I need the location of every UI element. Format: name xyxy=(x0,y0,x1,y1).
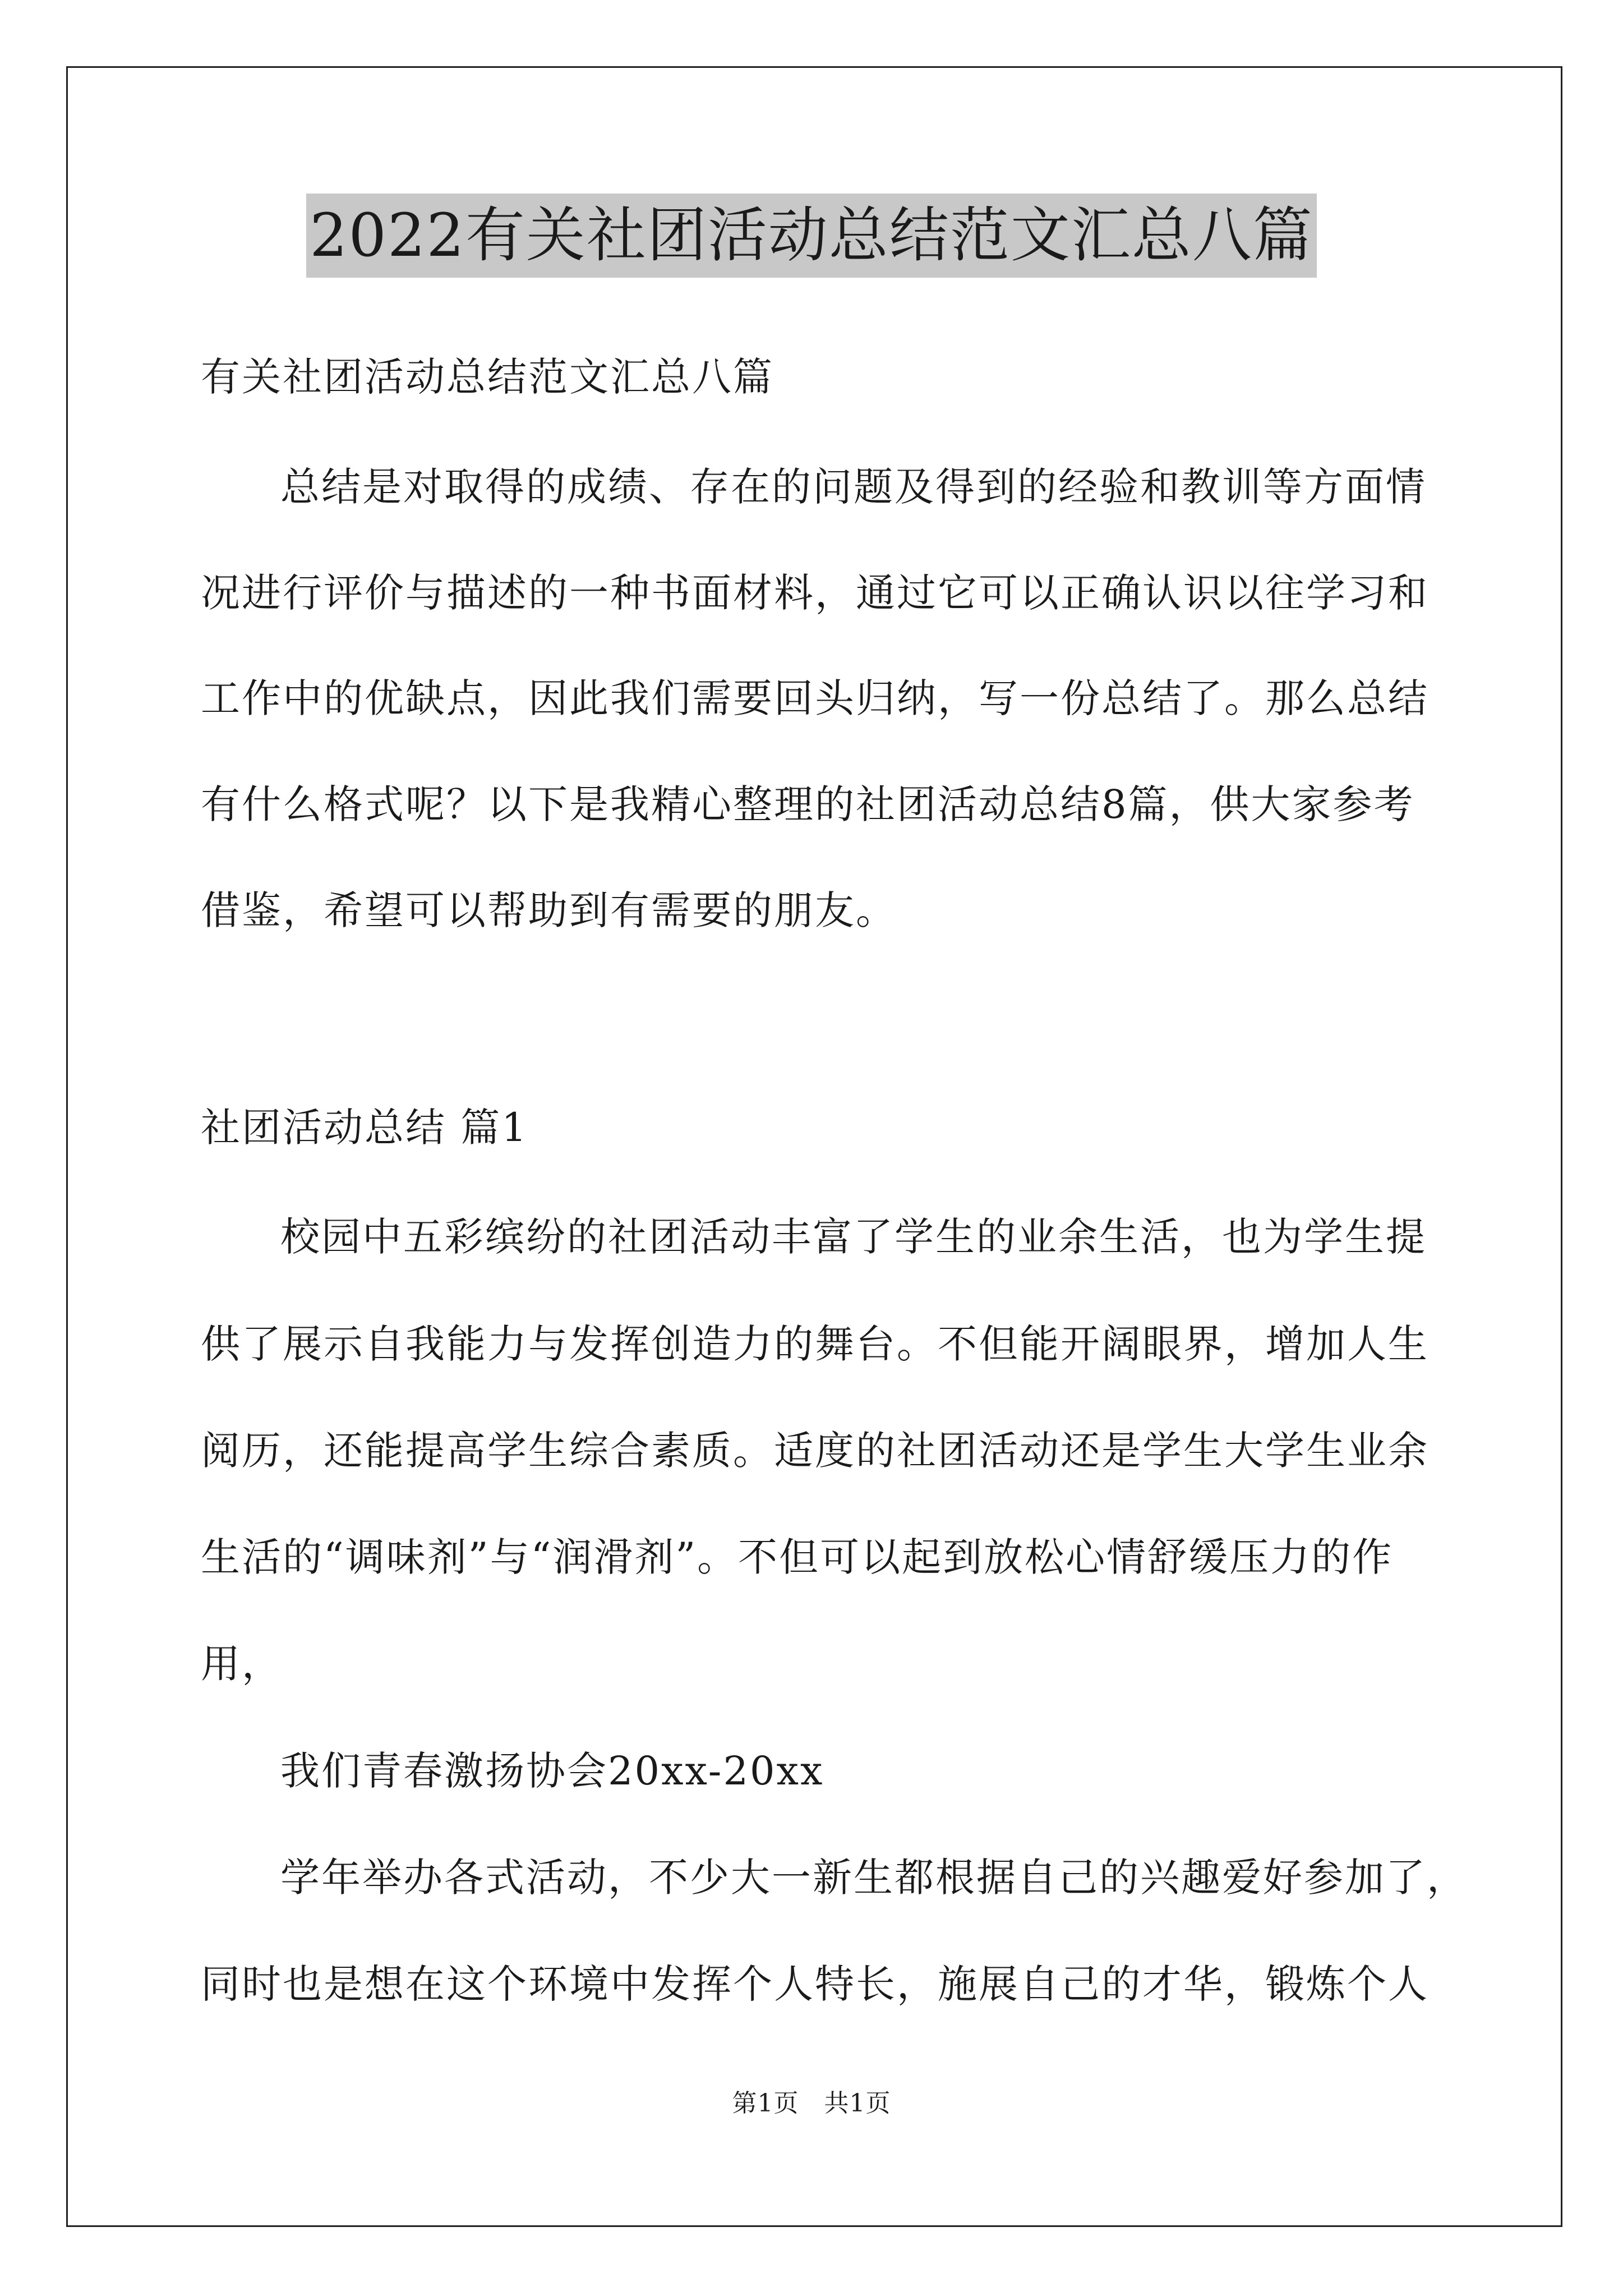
closing-line-2: 同时也是想在这个环境中发挥个人特长，施展自己的才华，锻炼个人 xyxy=(201,1961,1429,2007)
intro-line-4: 有什么格式呢？以下是我精心整理的社团活动总结8篇，供大家参考 xyxy=(201,781,1415,827)
title-container xyxy=(0,194,1623,278)
section-line-4: 生活的“调味剂”与“润滑剂”。不但可以起到放松心情舒缓压力的作 xyxy=(201,1534,1394,1580)
section-heading: 社团活动总结 篇1 xyxy=(201,1105,528,1151)
intro-line-2: 况进行评价与描述的一种书面材料，通过它可以正确认识以往学习和 xyxy=(201,570,1429,616)
document-subtitle: 有关社团活动总结范文汇总八篇 xyxy=(201,354,774,400)
section-line-3: 阅历，还能提高学生综合素质。适度的社团活动还是学生大学生业余 xyxy=(201,1428,1429,1474)
intro-line-1: 总结是对取得的成绩、存在的问题及得到的经验和教训等方面情 xyxy=(280,464,1427,510)
closing-line-1: 学年举办各式活动，不少大一新生都根据自己的兴趣爱好参加了， xyxy=(280,1855,1468,1901)
section-line-2: 供了展示自我能力与发挥创造力的舞台。不但能开阔眼界，增加人生 xyxy=(201,1321,1429,1367)
section-line-5: 用， xyxy=(201,1641,283,1687)
page-footer: 第1页 共1页 xyxy=(732,2089,891,2118)
section-line-1: 校园中五彩缤纷的社团活动丰富了学生的业余生活，也为学生提 xyxy=(280,1214,1427,1260)
intro-line-5: 借鉴，希望可以帮助到有需要的朋友。 xyxy=(201,887,897,933)
association-line: 我们青春激扬协会20xx-20xx xyxy=(280,1748,824,1794)
document-title: 2022有关社团活动总结范文汇总八篇 xyxy=(306,194,1317,278)
intro-line-3: 工作中的优缺点，因此我们需要回头归纳，写一份总结了。那么总结 xyxy=(201,675,1429,721)
